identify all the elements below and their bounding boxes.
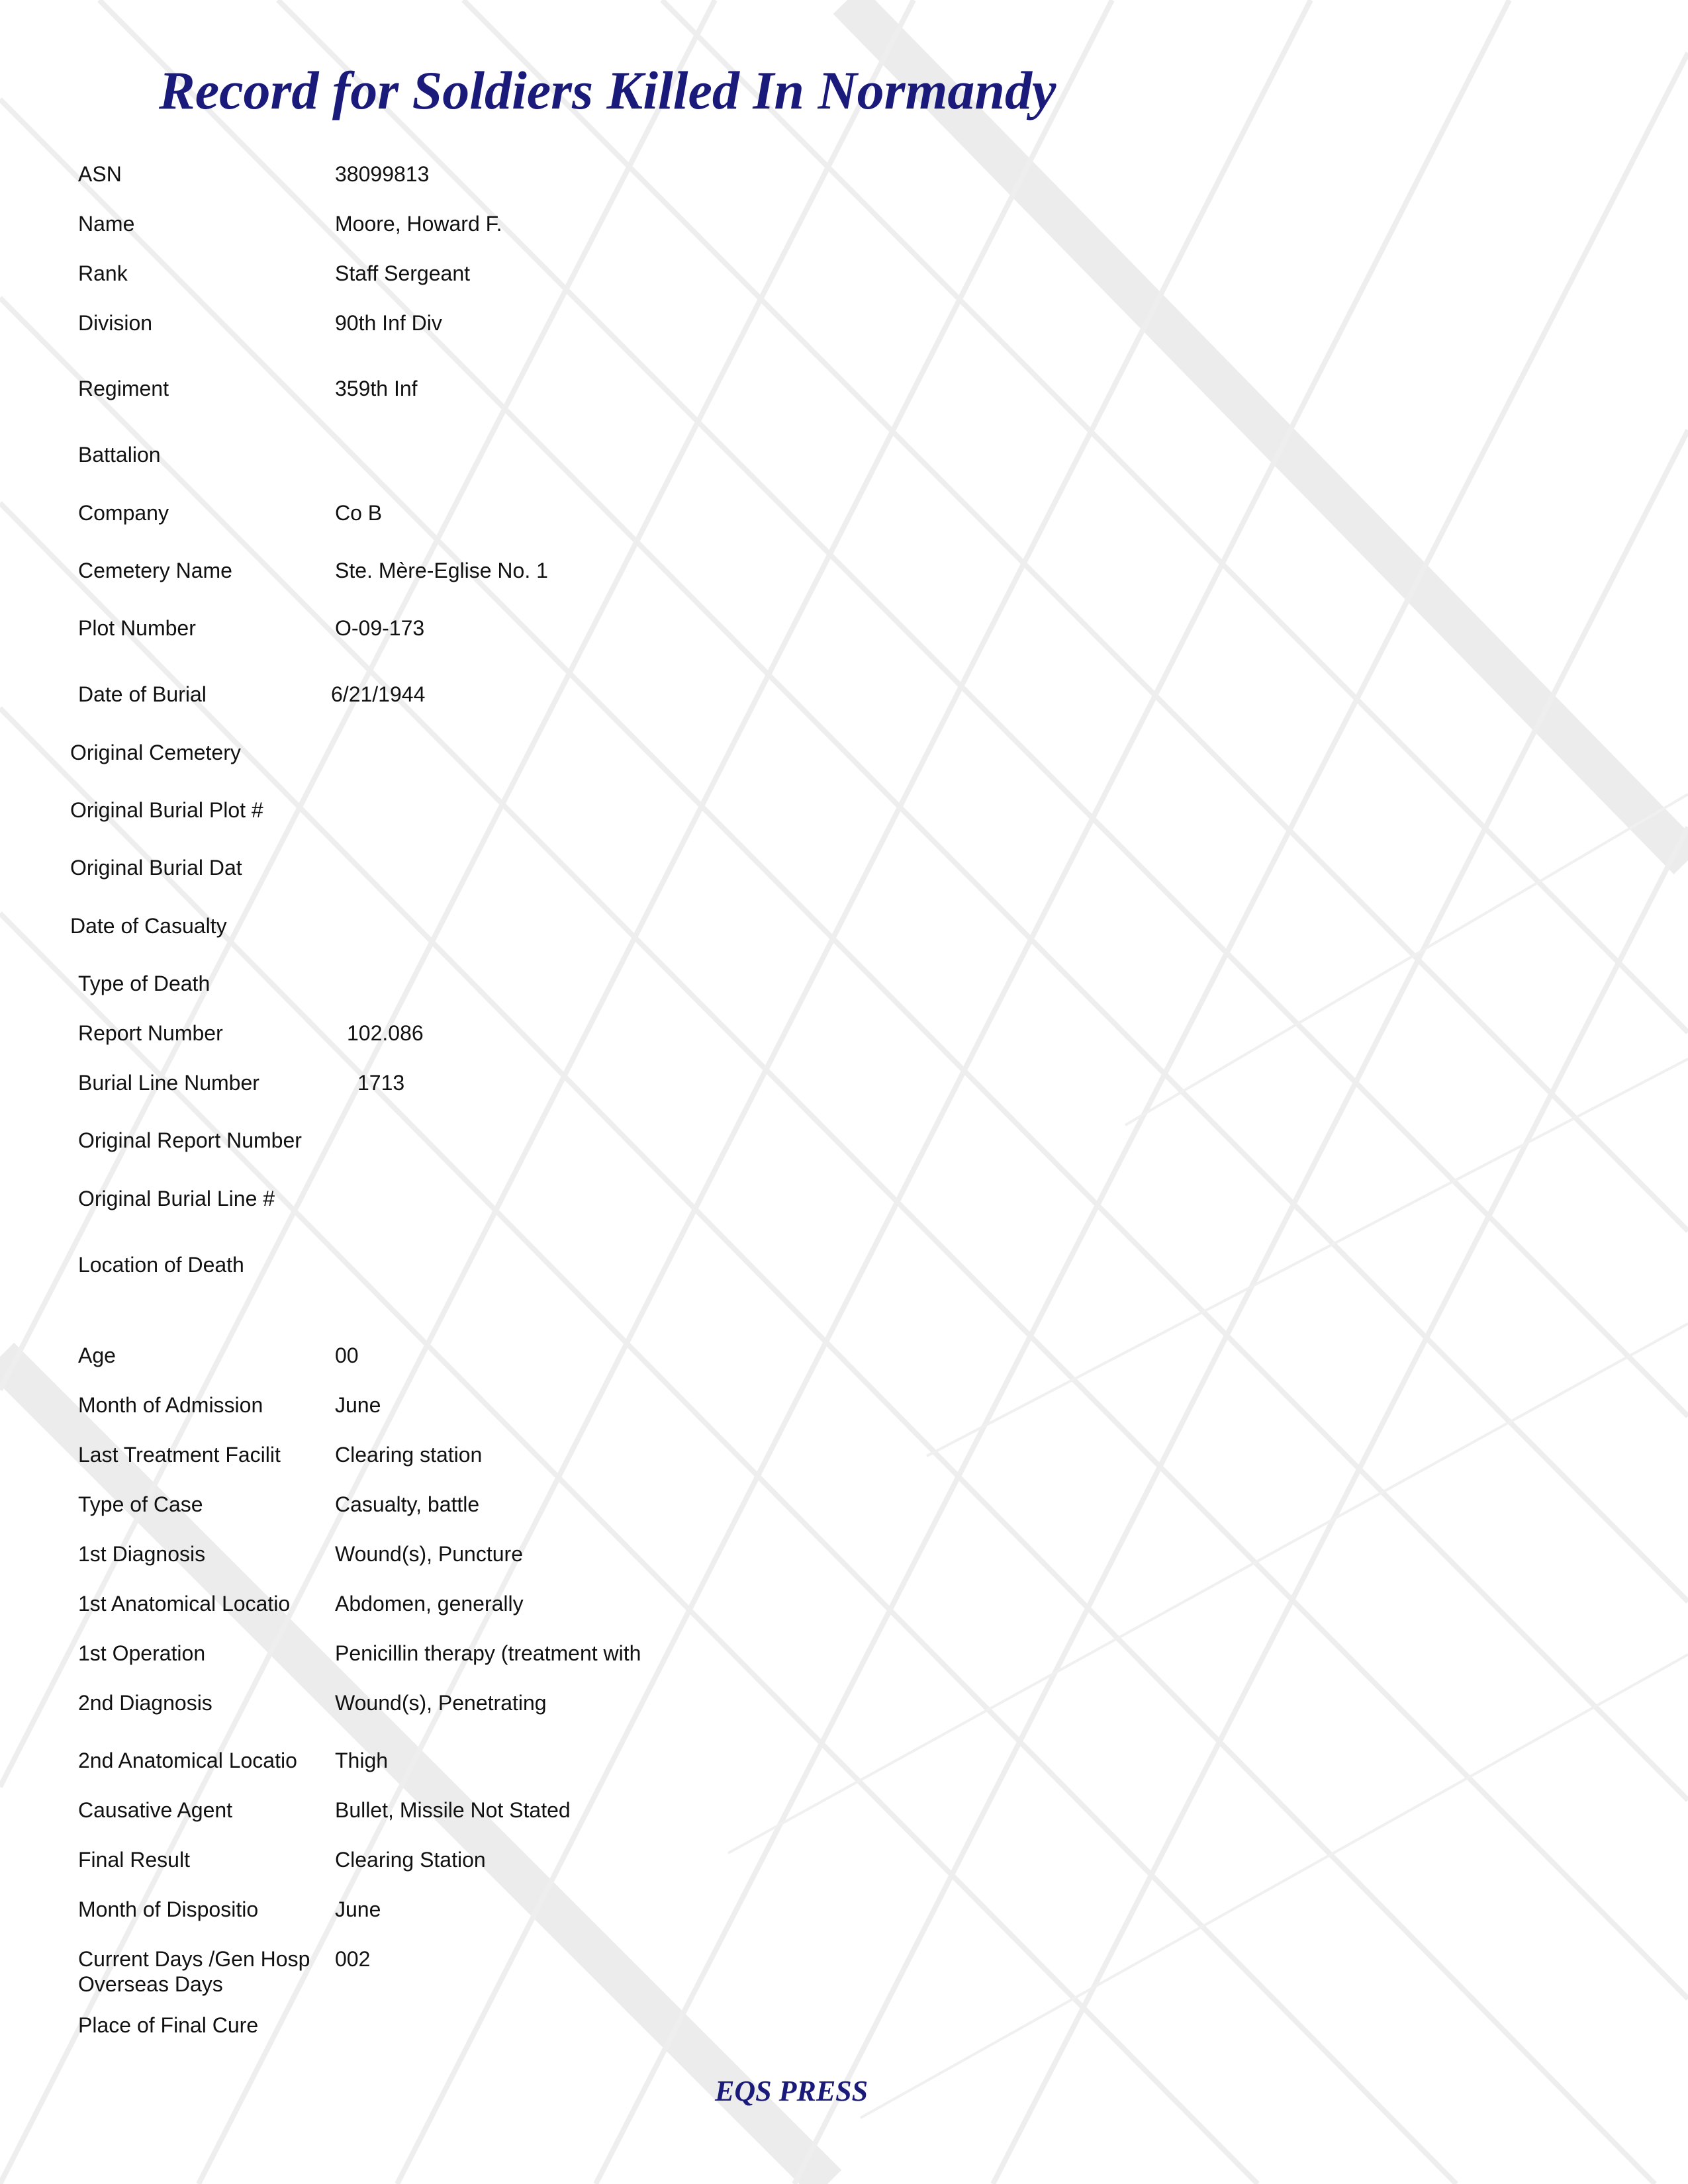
label-regiment: Regiment: [78, 377, 169, 400]
label-report-number: Report Number: [78, 1021, 223, 1045]
value-name: Moore, Howard F.: [335, 212, 502, 236]
label-causative-agent: Causative Agent: [78, 1798, 233, 1822]
value-company: Co B: [335, 501, 383, 525]
label-first-anatomical-locatio: 1st Anatomical Locatio: [78, 1592, 291, 1615]
label-overseas-days: Overseas Days: [78, 1972, 223, 1996]
label-type-of-case: Type of Case: [78, 1492, 203, 1516]
label-second-anatomical-locatio: 2nd Anatomical Locatio: [78, 1749, 297, 1772]
label-name: Name: [78, 212, 135, 236]
label-place-of-final-cure: Place of Final Cure: [78, 2013, 259, 2037]
label-last-treatment-facilit: Last Treatment Facilit: [78, 1443, 281, 1467]
page-title: Record for Soldiers Killed In Normandy: [159, 60, 1056, 120]
label-location-of-death: Location of Death: [78, 1253, 244, 1277]
value-causative-agent: Bullet, Missile Not Stated: [335, 1798, 571, 1822]
label-plot-number: Plot Number: [78, 616, 196, 640]
label-type-of-death: Type of Death: [78, 972, 211, 995]
label-date-of-burial: Date of Burial: [78, 682, 207, 706]
label-original-burial-dat: Original Burial Dat: [70, 856, 242, 880]
label-second-diagnosis: 2nd Diagnosis: [78, 1691, 212, 1715]
value-age: 00: [335, 1343, 359, 1367]
label-month-of-admission: Month of Admission: [78, 1393, 263, 1417]
value-first-operation: Penicillin therapy (treatment with: [335, 1641, 641, 1665]
label-original-burial-line: Original Burial Line #: [78, 1187, 275, 1210]
value-month-of-admission: June: [335, 1393, 381, 1417]
label-first-operation: 1st Operation: [78, 1641, 206, 1665]
label-battalion: Battalion: [78, 443, 161, 467]
label-original-burial-plot: Original Burial Plot #: [70, 798, 263, 822]
label-asn: ASN: [78, 162, 122, 186]
label-burial-line-number: Burial Line Number: [78, 1071, 259, 1095]
value-report-number: 102.086: [347, 1021, 424, 1045]
value-first-anatomical-locatio: Abdomen, generally: [335, 1592, 524, 1615]
label-first-diagnosis: 1st Diagnosis: [78, 1542, 206, 1566]
value-rank: Staff Sergeant: [335, 261, 470, 285]
value-last-treatment-facilit: Clearing station: [335, 1443, 483, 1467]
label-original-report-number: Original Report Number: [78, 1128, 302, 1152]
label-rank: Rank: [78, 261, 128, 285]
value-division: 90th Inf Div: [335, 311, 442, 335]
label-final-result: Final Result: [78, 1848, 190, 1872]
value-month-of-dispositio: June: [335, 1897, 381, 1921]
value-second-anatomical-locatio: Thigh: [335, 1749, 389, 1772]
footer-publisher: EQS PRESS: [715, 2075, 868, 2107]
label-month-of-dispositio: Month of Dispositio: [78, 1897, 259, 1921]
label-date-of-casualty: Date of Casualty: [70, 914, 227, 938]
value-current-days-gen-hosp: 002: [335, 1947, 371, 1971]
value-type-of-case: Casualty, battle: [335, 1492, 480, 1516]
label-cemetery-name: Cemetery Name: [78, 559, 232, 582]
value-regiment: 359th Inf: [335, 377, 418, 400]
value-cemetery-name: Ste. Mère-Eglise No. 1: [335, 559, 548, 582]
label-company: Company: [78, 501, 169, 525]
label-division: Division: [78, 311, 153, 335]
value-first-diagnosis: Wound(s), Puncture: [335, 1542, 523, 1566]
label-original-cemetery: Original Cemetery: [70, 741, 241, 764]
label-current-days-gen-hosp: Current Days /Gen Hosp: [78, 1947, 310, 1971]
value-asn: 38099813: [335, 162, 430, 186]
value-date-of-burial: 6/21/1944: [331, 682, 426, 706]
value-final-result: Clearing Station: [335, 1848, 486, 1872]
label-age: Age: [78, 1343, 116, 1367]
value-second-diagnosis: Wound(s), Penetrating: [335, 1691, 547, 1715]
value-burial-line-number: 1713: [357, 1071, 405, 1095]
value-plot-number: O-09-173: [335, 616, 425, 640]
